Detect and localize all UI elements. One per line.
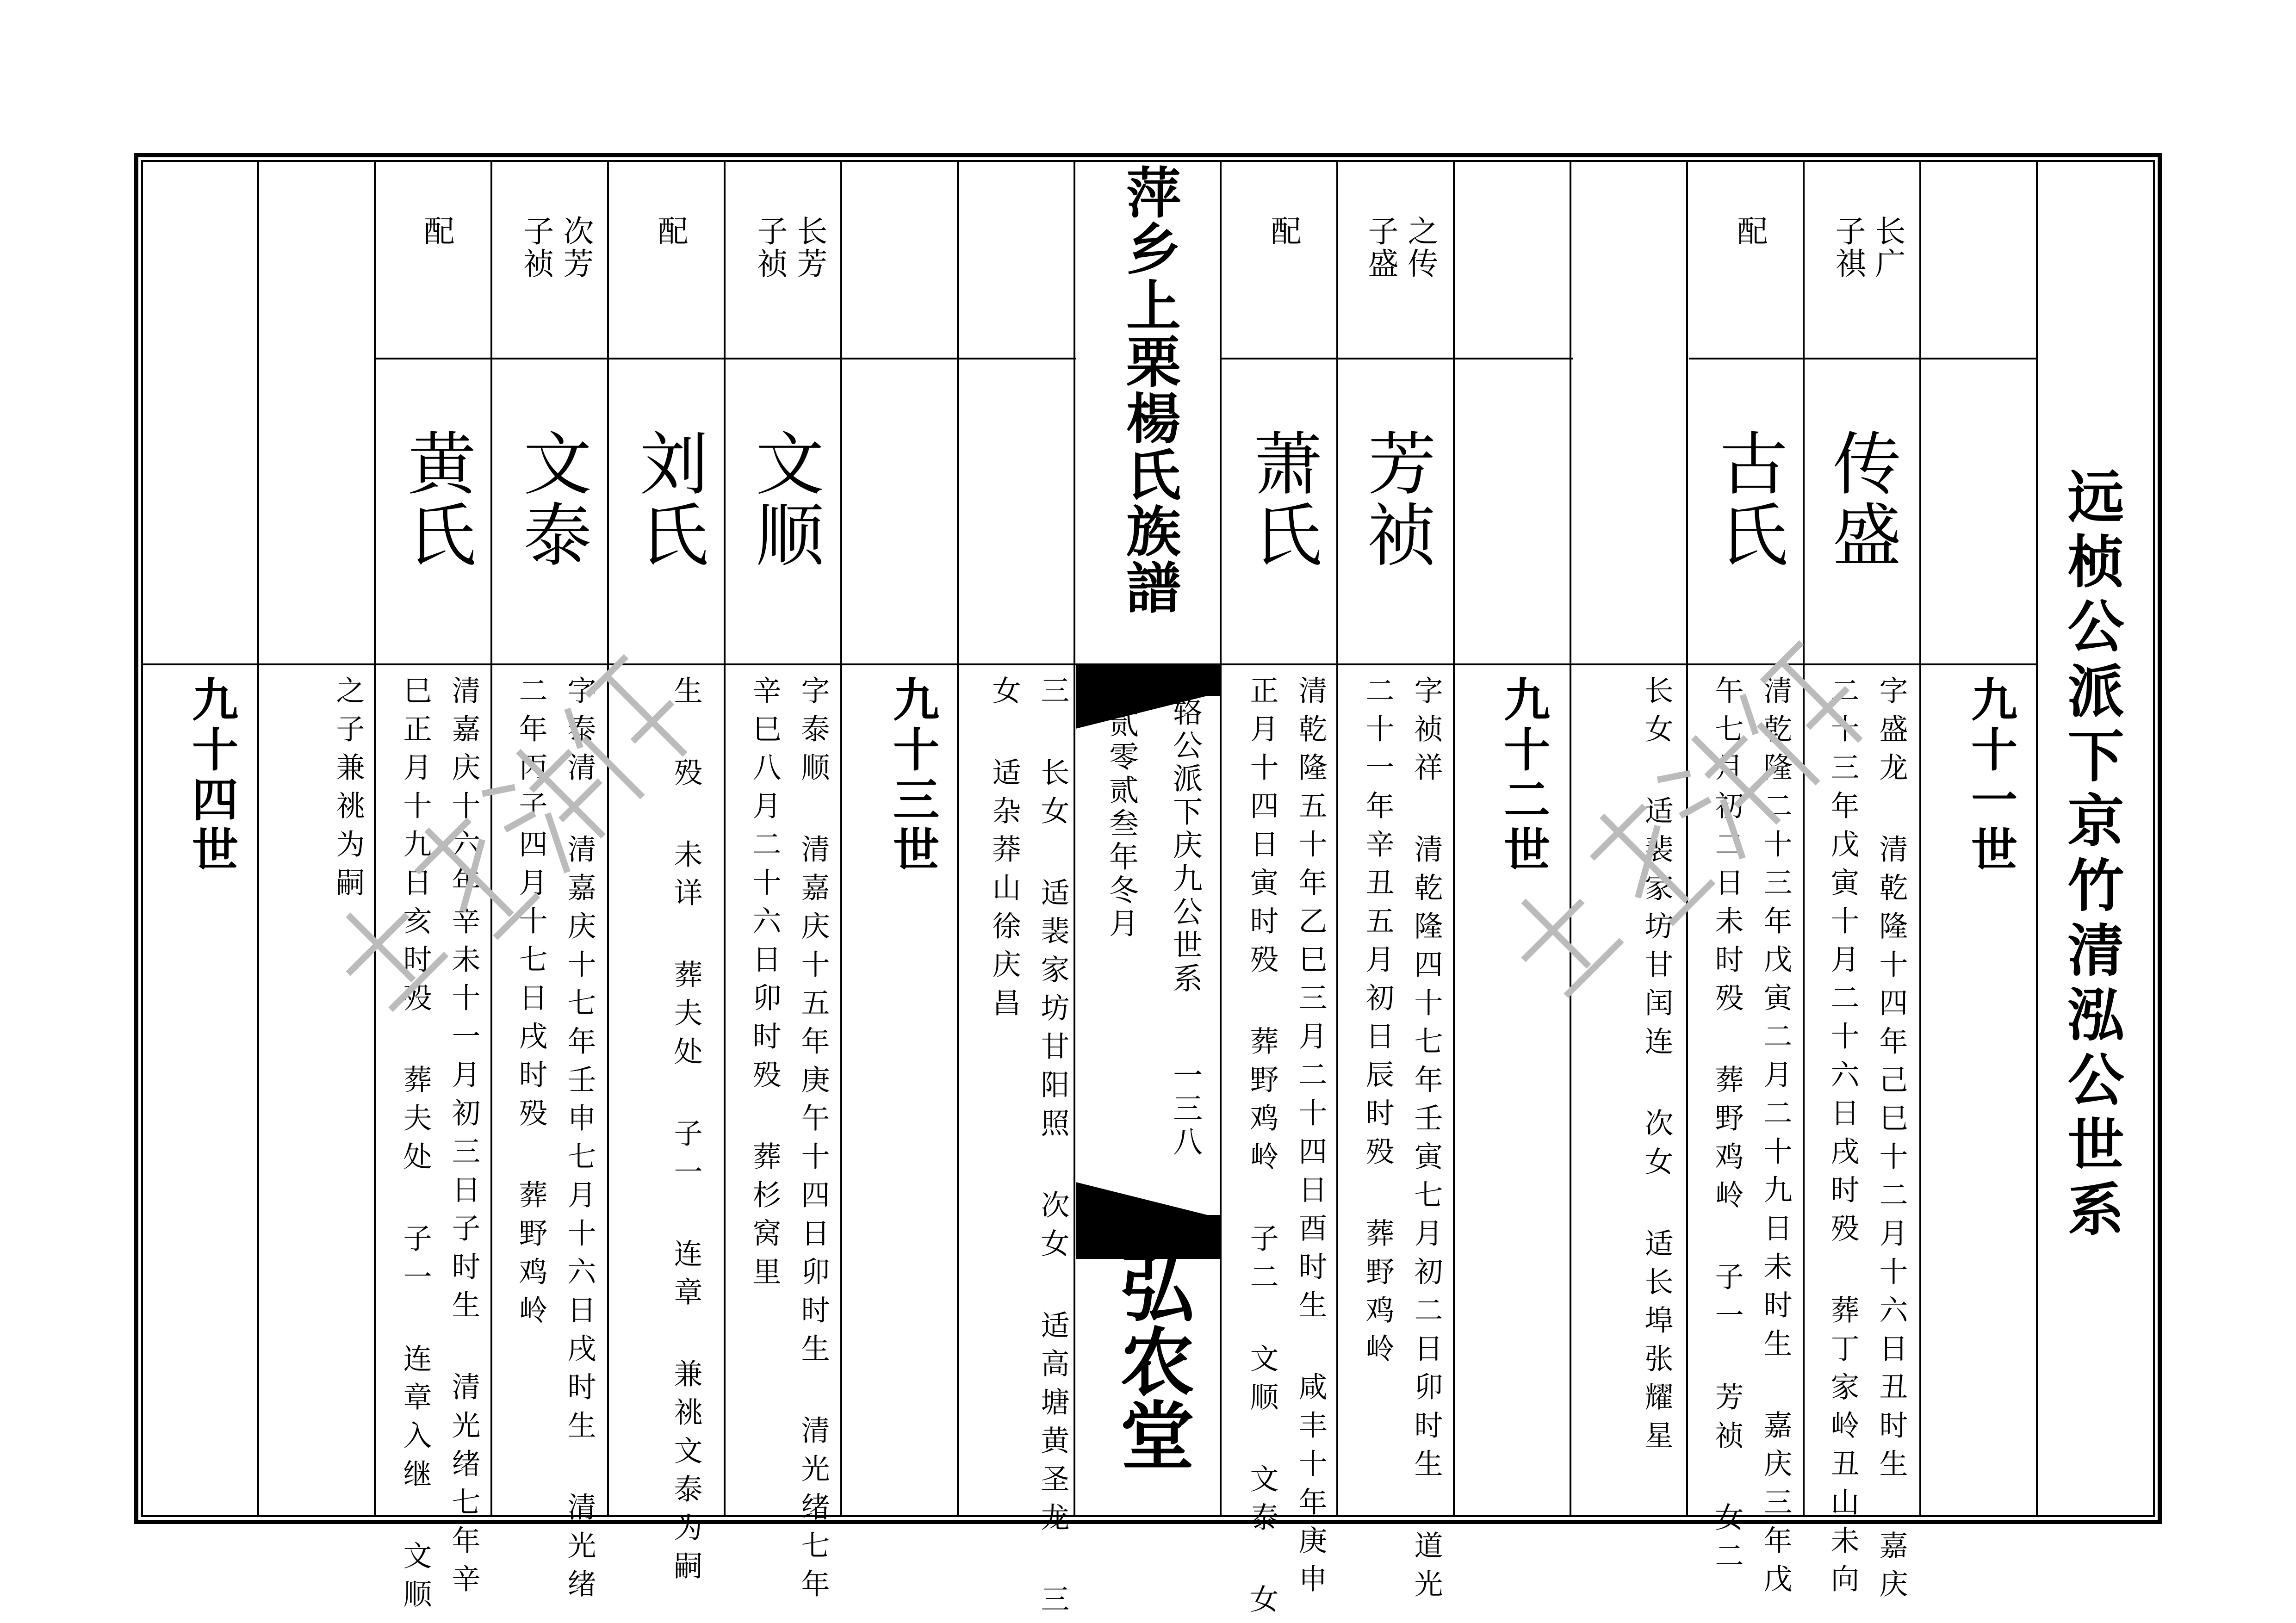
biography-text: 清嘉庆十六年辛未十一月初三日子时生 清光绪七年辛 巳正月十九日亥时殁 葬夫处 子一 连章入继 文顺 [398, 675, 481, 1617]
generation-92: 九十二世 [1496, 675, 1551, 875]
spine-book-title: 萍乡上栗楊氏族譜 [1117, 164, 1181, 616]
column-divider [1336, 160, 1338, 1517]
relation-label: 配 [652, 215, 688, 248]
relation-label: 长广 子祺 [1830, 215, 1905, 280]
biography-text: 生 殁 未详 葬夫处 子一 连章 兼祧文泰为嗣 [669, 675, 703, 1589]
person-name: 萧氏 [1242, 428, 1322, 570]
person-name: 芳祯 [1357, 428, 1436, 570]
generation-94: 九十四世 [184, 675, 239, 875]
spine-bottom-arrow [1076, 1182, 1215, 1217]
person-name: 古氏 [1708, 428, 1788, 570]
biography-text: 字祯祥 清乾隆四十七年壬寅七月初二日卯时生 道光 二十一年辛丑五月初日辰时殁 葬野鸡岭 [1361, 675, 1443, 1607]
column-divider [840, 160, 842, 1517]
main-title: 远桢公派下京竹清泓公世系 [2058, 467, 2125, 1245]
biography-text: 字泰清 清嘉庆十七年壬申七月十六日戌时生 清光绪 二年丙子四月十七日戌时殁 葬野鸡岭 [514, 675, 596, 1607]
rule-top [1689, 358, 2036, 359]
person-name: 文泰 [512, 428, 592, 570]
biography-text: 字盛龙 清乾隆十四年己巳十二月十六日丑时生 嘉庆 二十三年戊寅十月二十六日戌时殁 葬丁家岭丑山未向 [1826, 675, 1908, 1607]
biography-text: 之子兼祧为嗣 [331, 675, 365, 906]
biography-text: 清乾隆二十三年戊寅二月二十九日未时生 嘉庆三年戊 午七月初二日未时殁 葬野鸡岭 子一 芳祯 女二 [1710, 675, 1793, 1602]
hall-name: 弘农堂 [1108, 1249, 1195, 1471]
generation-93: 九十三世 [885, 675, 940, 875]
rule-top [1222, 358, 1573, 359]
spine-date: 贰零贰叁年冬月 [1104, 708, 1138, 941]
relation-label: 配 [1732, 215, 1768, 248]
spine-subtitle: 辂公派下庆九公世系 [1168, 696, 1202, 996]
person-name: 刘氏 [629, 428, 708, 570]
biography-text: 清乾隆五十年乙巳三月二十四日酉时生 咸丰十年庚申 正月十四日寅时殁 葬野鸡岭 子二 文顺 文泰 女 [1245, 675, 1328, 1623]
biography-text: 字泰顺 清嘉庆十五年庚午十四日卯时生 清光绪七年 辛巳八月二十六日卯时殁 葬杉窝里 [748, 675, 830, 1607]
watermark-seal-right [1416, 564, 1971, 1120]
relation-label: 配 [419, 215, 454, 248]
relation-label: 长芳 子祯 [752, 215, 827, 280]
relation-label: 之传 子盛 [1363, 215, 1438, 280]
biography-text: 三 长女 适裴家坊甘阳照 次女 适高塘黄圣龙 三 女 适杂莽山徐庆昌 [987, 675, 1070, 1623]
watermark-seal-left [241, 578, 796, 1134]
relation-label: 配 [1266, 215, 1301, 248]
relation-label: 次芳 子祯 [518, 215, 594, 280]
person-name: 黄氏 [397, 428, 476, 570]
biography-text: 长女 适裴家坊甘闰连 次女 适长埠张耀星 [1640, 675, 1674, 1459]
column-divider [957, 160, 959, 1517]
spine-top-fill [1076, 663, 1222, 696]
person-name: 文顺 [745, 428, 824, 570]
generation-91: 九十一世 [1963, 675, 2018, 875]
column-divider [2036, 160, 2038, 1517]
person-name: 传盛 [1822, 428, 1901, 570]
column-divider [1220, 160, 1222, 1517]
page-number: 一三八 [1168, 1059, 1202, 1159]
column-divider [1074, 160, 1075, 1517]
